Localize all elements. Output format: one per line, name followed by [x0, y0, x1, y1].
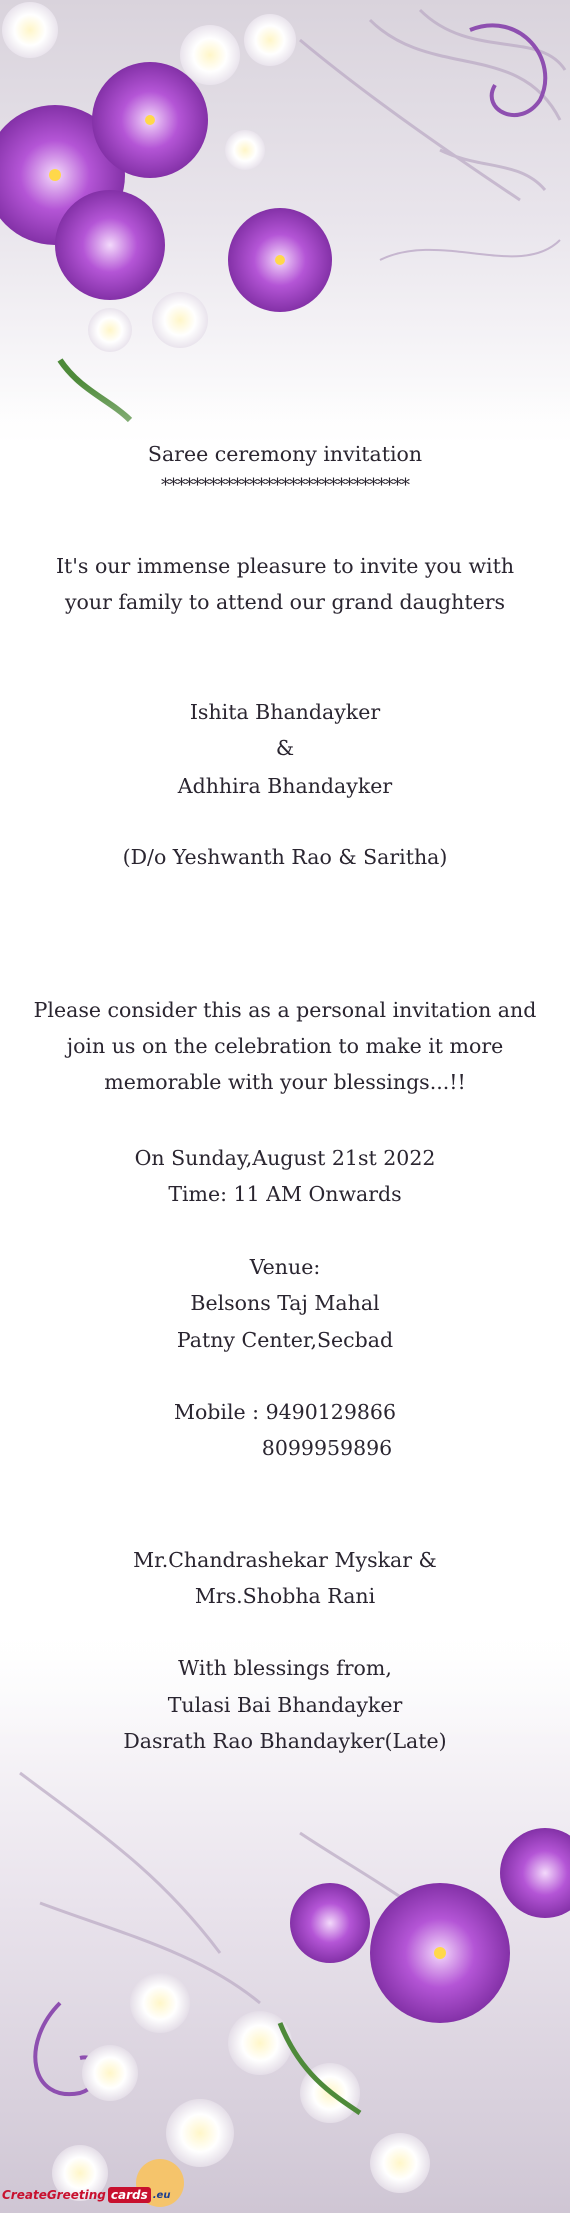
blessing-name-1: Tulasi Bai Bhandayker: [167, 1693, 403, 1717]
blessings-label: With blessings from,: [178, 1656, 392, 1680]
purple-flower-icon: [290, 1828, 570, 2023]
logo-text-3: .eu: [152, 2189, 171, 2201]
grand-daughter-name-2: Adhhira Bhandayker: [177, 774, 393, 798]
host-line-2: Mrs.Shobha Rani: [194, 1584, 376, 1608]
mobile-number-2: 8099959896: [261, 1436, 393, 1460]
venue-name: Belsons Taj Mahal: [190, 1291, 380, 1315]
grand-daughter-name-1: Ishita Bhandayker: [189, 700, 381, 724]
event-time: Time: 11 AM Onwards: [168, 1182, 402, 1206]
white-flower-icon: [52, 1973, 430, 2207]
blessing-name-2: Dasrath Rao Bhandayker(Late): [123, 1729, 447, 1753]
invitation-title: Saree ceremony invitation: [147, 442, 423, 466]
venue-label: Venue:: [249, 1255, 321, 1279]
event-date: On Sunday,August 21st 2022: [134, 1146, 436, 1170]
venue-address: Patny Center,Secbad: [176, 1328, 394, 1352]
mobile-number-1: Mobile : 9490129866: [173, 1400, 397, 1424]
logo-text-1: CreateGreeting: [2, 2188, 106, 2202]
logo-text-2: cards: [108, 2187, 151, 2203]
parents-line: (D/o Yeshwanth Rao & Saritha): [122, 845, 448, 869]
purple-flower-icon: [0, 62, 332, 312]
request-text: Please consider this as a personal invitation and join us on the celebration to make it more memorable with your blessings...!!: [33, 998, 537, 1094]
ampersand: &: [275, 736, 295, 760]
site-logo[interactable]: [2, 2180, 170, 2210]
host-line-1: Mr.Chandrashekar Myskar &: [133, 1548, 437, 1572]
star-divider: *******************************: [161, 475, 409, 496]
intro-text: It's our immense pleasure to invite you with your family to attend our grand daughters: [55, 554, 515, 614]
